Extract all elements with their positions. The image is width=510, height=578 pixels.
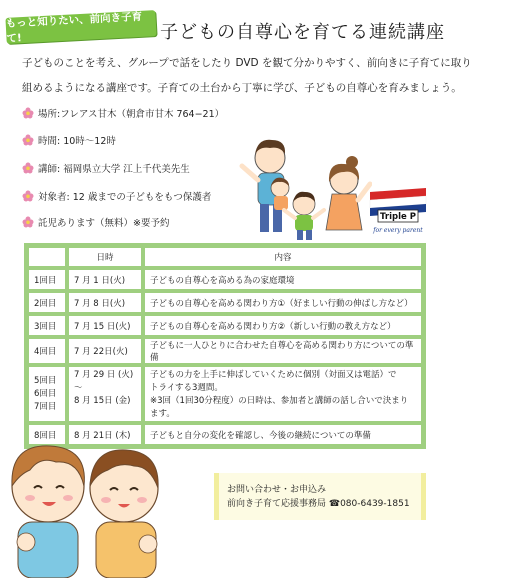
table-header-row: [27, 246, 423, 268]
session-content: 子どもの自尊心を高める為の家庭環境: [143, 268, 423, 291]
session-content: 子どもと自分の変化を確認し、今後の継続についての準備: [143, 423, 423, 446]
session-content-line-2: トライする3週間。: [150, 383, 223, 393]
info-location: [22, 106, 224, 120]
info-target: [22, 189, 211, 203]
session-content: 子どもの自尊心を高める関わり方②（新しい行動の教え方など）: [143, 314, 423, 337]
session-content-note: ※3回（1回30分程度）の日時は、参加者と講師の話し合いで決まります。: [150, 396, 409, 419]
session-content-line-1: 子どもの力を上手に伸ばしていくために個別（対面又は電話）で: [150, 370, 397, 380]
session-content: 子どもに一人ひとりに合わせた自尊心を高める関わり方についての準備: [143, 337, 423, 365]
table-header-content: 内容: [143, 246, 423, 268]
session-date: 7 月 1 日(火): [67, 268, 143, 291]
session-date: 7 月 22日(火): [67, 337, 143, 365]
flower-icon: [22, 162, 34, 174]
info-time: [22, 133, 116, 147]
children-illustration: [0, 430, 172, 578]
session-content: 子どもの自尊心を高める関わり方①（好ましい行動の伸ばし方など）: [143, 291, 423, 314]
session-number-5: 5回目: [34, 375, 57, 386]
page-title: 子どもの自尊心を育てる連続講座: [160, 22, 445, 43]
logo-name: Triple P: [380, 212, 416, 222]
schedule-table: [24, 243, 426, 449]
session-number: 2回目: [27, 291, 67, 314]
info-location-text: 場所:フレアス甘木（朝倉市甘木 764−21）: [38, 109, 225, 120]
table-row: [27, 337, 423, 365]
session-number: 4回目: [27, 337, 67, 365]
table-row: [27, 291, 423, 314]
triple-p-logo: [364, 186, 432, 236]
session-date-end: 8 月 15日 (金): [74, 396, 131, 406]
session-date: [67, 365, 143, 423]
contact-details: 前向き子育て応援事務局 ☎080-6439-1851: [227, 499, 410, 509]
info-childcare: [22, 215, 169, 229]
intro-line-2: 組めるようになる講座です。子育ての土台から丁寧に学び、子どもの自尊心を育みましょう。: [22, 82, 462, 94]
header-badge: もっと知りたい、前向き子育て!: [5, 10, 156, 44]
session-number: [27, 365, 67, 423]
session-content: [143, 365, 423, 423]
table-header-no: [27, 246, 67, 268]
session-number: 3回目: [27, 314, 67, 337]
flower-icon: [22, 190, 34, 202]
session-number-7: 7回目: [34, 401, 57, 412]
session-date-start: 7 月 29 日 (火)～: [74, 370, 134, 393]
logo-tagline: for every parent: [373, 227, 423, 234]
table-row: [27, 314, 423, 337]
info-target-text: 対象者: 12 歳までの子どもをもつ保護者: [38, 192, 212, 203]
info-time-text: 時間: 10時～12時: [38, 136, 116, 147]
flower-icon: [22, 216, 34, 228]
table-header-date: 日時: [67, 246, 143, 268]
family-illustration: [236, 118, 372, 242]
session-date: 8 月 21日 (木): [67, 423, 143, 446]
table-row: [27, 268, 423, 291]
contact-heading: お問い合わせ・お申込み: [227, 485, 327, 495]
intro-line-1: 子どものことを考え、グループで話をしたり DVD を観て分かりやすく、前向きに子育てに取り: [22, 57, 472, 69]
info-lecturer-text: 講師: 福岡県立大学 江上千代美先生: [38, 164, 190, 175]
session-number-6: 6回目: [34, 388, 57, 399]
session-date: 7 月 8 日(火): [67, 291, 143, 314]
flower-icon: [22, 134, 34, 146]
session-number: 1回目: [27, 268, 67, 291]
info-lecturer: [22, 161, 190, 175]
session-number: 8回目: [27, 423, 67, 446]
info-childcare-text: 託児あります（無料）※要予約: [38, 218, 170, 229]
flower-icon: [22, 107, 34, 119]
session-date: 7 月 15 日(火): [67, 314, 143, 337]
contact-box: [214, 473, 426, 520]
table-row: [27, 365, 423, 423]
